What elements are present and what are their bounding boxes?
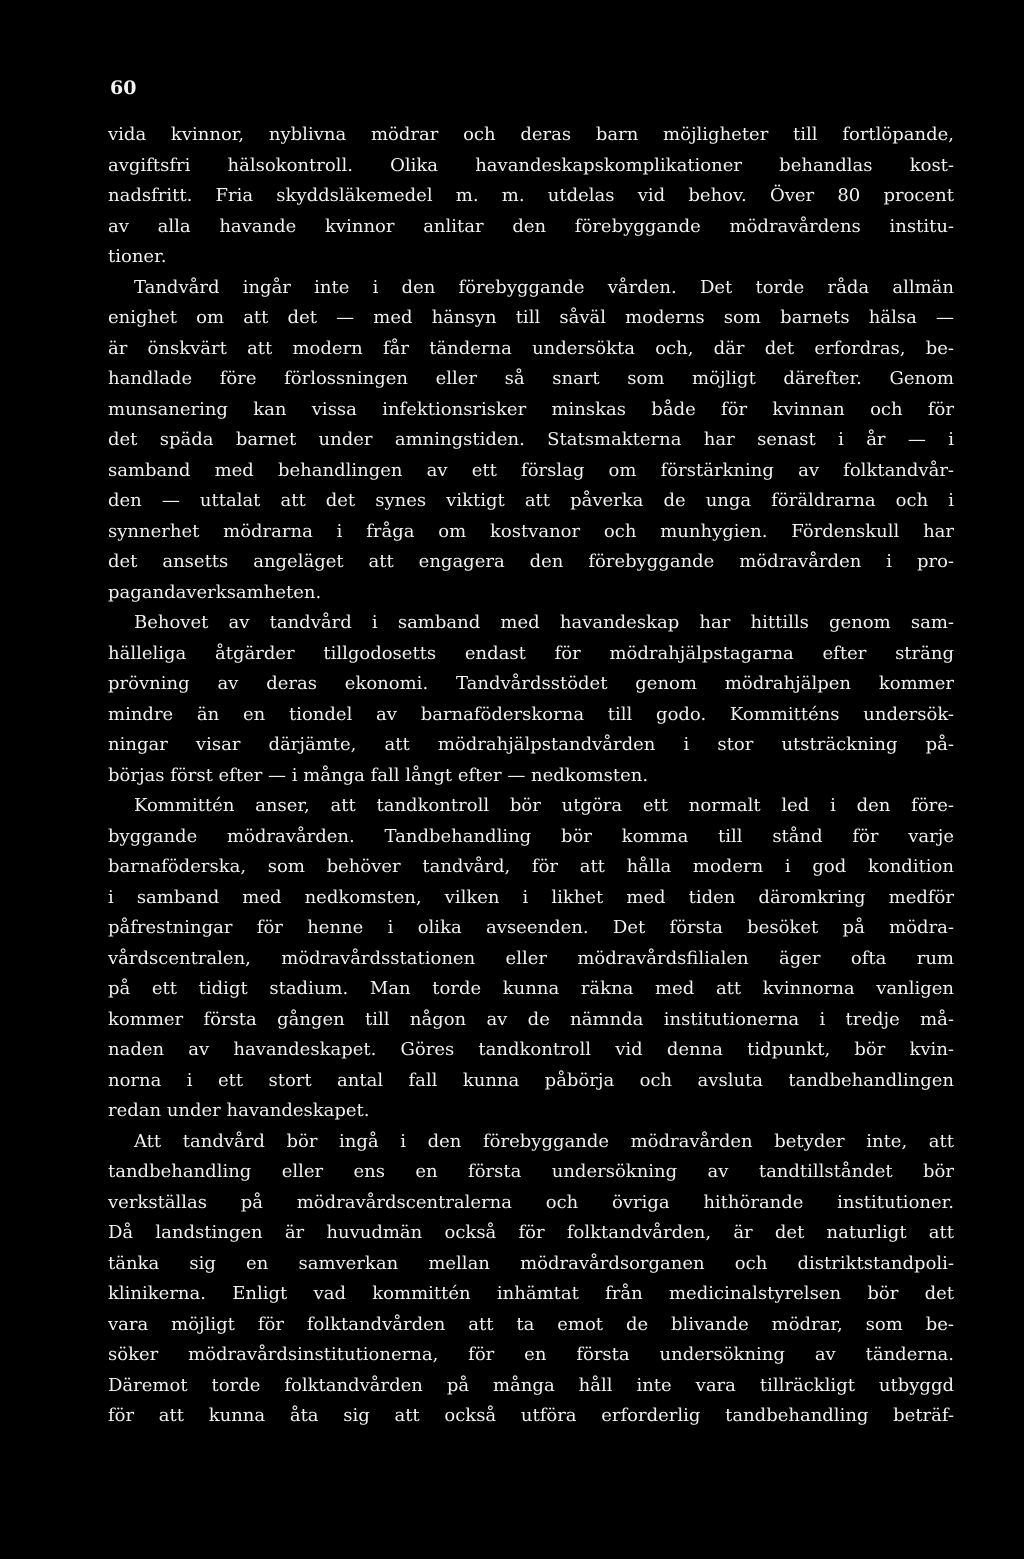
text-line: hälleliga åtgärder tillgodosetts endast för mödrahjälpstagarna efter sträng — [108, 642, 954, 664]
text-line: Tandvård ingår inte i den förebyggande vården. Det torde råda allmän — [134, 276, 954, 298]
text-line: det späda barnet under amningstiden. Statsmakterna har senast i år — i — [108, 429, 954, 450]
text-line: redan under havandeskapet. — [108, 1100, 370, 1121]
text-line: tänka sig en samverkan mellan mödravårdsorganen och distriktstandpoli- — [108, 1252, 954, 1274]
text-line: tioner. — [108, 246, 167, 267]
text-line: samband med behandlingen av ett förslag om förstärkning av folktandvår- — [108, 459, 954, 481]
text-line: påfrestningar för henne i olika avseenden. Det första besöket på mödra- — [108, 917, 954, 938]
text-line: det ansetts angeläget att engagera den förebyggande mödravården i pro- — [108, 551, 954, 572]
text-line: börjas först efter — i många fall långt efter — nedkomsten. — [108, 764, 649, 786]
body-text — [108, 120, 954, 1432]
text-line: enighet om att det — med hänsyn till såväl moderns som barnets hälsa — — [108, 307, 954, 328]
text-line: vårdscentralen, mödravårdsstationen eller mödravårdsfilialen äger ofta rum — [108, 947, 954, 969]
text-line: Behovet av tandvård i samband med havandeskap har hittills genom sam- — [134, 612, 954, 633]
text-line: handlade före förlossningen eller så snart som möjligt därefter. Genom — [108, 368, 954, 389]
text-line: munsanering kan vissa infektionsrisker minskas både för kvinnan och för — [108, 398, 954, 420]
text-line: Då landstingen är huvudmän också för folktandvården, är det naturligt att — [108, 1222, 954, 1243]
text-line: prövning av deras ekonomi. Tandvårdsstödet genom mödrahjälpen kommer — [108, 673, 954, 694]
text-line: av alla havande kvinnor anlitar den förebyggande mödravårdens institu- — [108, 215, 954, 237]
text-line: Att tandvård bör ingå i den förebyggande mödravården betyder inte, att — [134, 1130, 954, 1152]
text-line: naden av havandeskapet. Göres tandkontroll vid denna tidpunkt, bör kvin- — [108, 1039, 954, 1060]
text-line: synnerhet mödrarna i fråga om kostvanor och munhygien. Fördenskull har — [108, 520, 954, 542]
text-line: kommer första gången till någon av de nämnda institutionerna i tredje må- — [108, 1008, 954, 1030]
text-line: på ett tidigt stadium. Man torde kunna räkna med att kvinnorna vanligen — [108, 978, 954, 999]
page-number: 60 — [110, 77, 137, 99]
text-line: pagandaverksamheten. — [108, 581, 322, 603]
text-line: barnaföderska, som behöver tandvård, för att hålla modern i god kondition — [108, 856, 954, 877]
text-line: avgiftsfri hälsokontroll. Olika havandeskapskomplikationer behandlas kost- — [108, 154, 954, 176]
text-line: söker mödravårdsinstitutionerna, för en första undersökning av tänderna. — [108, 1344, 954, 1365]
text-line: för att kunna åta sig att också utföra erforderlig tandbehandling beträf- — [108, 1405, 954, 1426]
text-line: norna i ett stort antal fall kunna påbörja och avsluta tandbehandlingen — [108, 1069, 954, 1091]
text-line: ningar visar därjämte, att mödrahjälpstandvården i stor utsträckning på- — [108, 734, 954, 755]
text-line: mindre än en tiondel av barnaföderskorna till godo. Kommitténs undersök- — [108, 703, 954, 725]
text-line: i samband med nedkomsten, vilken i likhet med tiden däromkring medför — [108, 886, 954, 908]
text-line: byggande mödravården. Tandbehandling bör komma till stånd för varje — [108, 825, 954, 847]
text-line: vida kvinnor, nyblivna mödrar och deras barn möjligheter till fortlöpande, — [108, 124, 954, 145]
text-line: klinikerna. Enligt vad kommittén inhämtat från medicinalstyrelsen bör det — [108, 1283, 954, 1304]
text-line: är önskvärt att modern får tänderna undersökta och, där det erfordras, be- — [108, 337, 954, 359]
text-line: verkställas på mödravårdscentralerna och övriga hithörande institutioner. — [108, 1191, 954, 1213]
text-line: vara möjligt för folktandvården att ta emot de blivande mödrar, som be- — [108, 1313, 954, 1335]
text-line: tandbehandling eller ens en första undersökning av tandtillståndet bör — [108, 1161, 954, 1182]
text-line: Kommittén anser, att tandkontroll bör utgöra ett normalt led i den före- — [134, 795, 954, 816]
text-line: nadsfritt. Fria skyddsläkemedel m. m. utdelas vid behov. Över 80 procent — [108, 185, 954, 206]
text-line: Däremot torde folktandvården på många håll inte vara tillräckligt utbyggd — [108, 1374, 954, 1396]
text-line: den — uttalat att det synes viktigt att påverka de unga föräldrarna och i — [108, 490, 954, 511]
